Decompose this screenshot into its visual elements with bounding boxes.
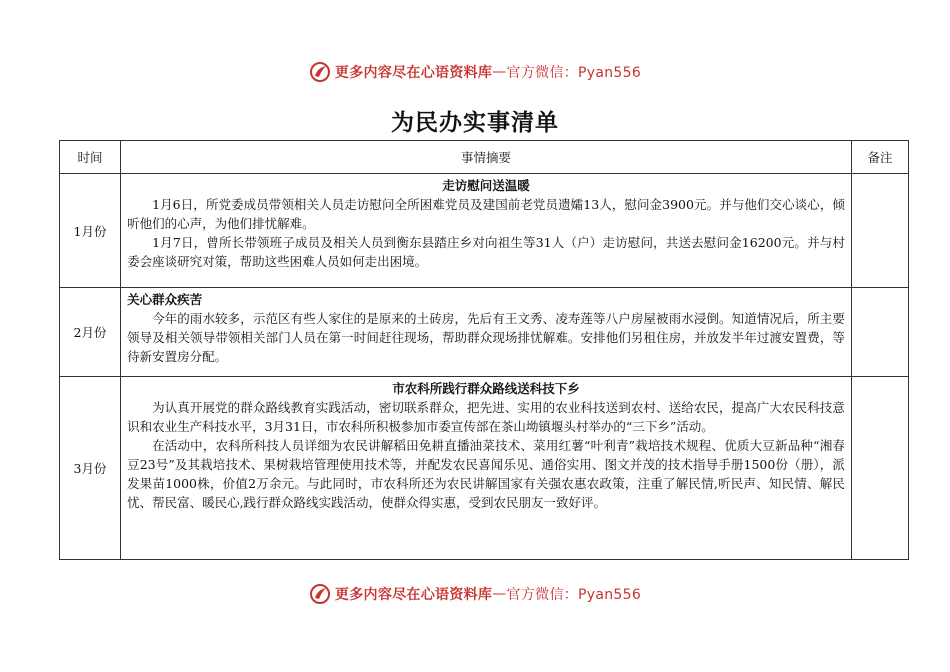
- row-note: [851, 174, 908, 288]
- row-month: 1月份: [60, 174, 121, 288]
- row-summary: [121, 174, 852, 288]
- table-header-row: [60, 141, 909, 174]
- banner-text: 更多内容尽在心语资料库: [334, 587, 493, 603]
- brand-logo-icon: [309, 61, 331, 83]
- banner-wechat: 官方微信：Pyan556: [506, 587, 642, 603]
- banner-separator: —: [492, 64, 507, 80]
- header-summary: 事情摘要: [121, 141, 852, 174]
- item-paragraph: 今年的雨水较多，示范区有些人家住的是原来的土砖房，先后有王文秀、凌寿莲等八户房屋被雨水浸倒。知道情况后，所主要领导及相关领导带领相关部门人员在第一时间赶往现场，帮助群众现场排忧解难。安排他们另租住房，并放发半年过渡安置费，等待新安置房分配。: [127, 311, 845, 364]
- item-paragraph: 为认真开展党的群众路线教育实践活动，密切联系群众，把先进、实用的农业科技送到农村、送给农民，提高广大农民科技意识和农业生产科技水平，3月31日，市农科所积极参加市委宣传部在茶山坳镇堰头村举办的“三下乡”活动。: [127, 400, 845, 434]
- brand-logo-icon: [309, 583, 331, 605]
- row-summary: [121, 377, 852, 560]
- row-note: [851, 288, 908, 377]
- task-list-table: [59, 140, 909, 560]
- row-month: 2月份: [60, 288, 121, 377]
- header-time: 时间: [60, 141, 121, 174]
- table-row: [60, 377, 909, 560]
- item-title: 关心群众疾苦: [127, 292, 203, 307]
- footer-watermark-banner: [0, 582, 950, 606]
- item-title: 市农科所践行群众路线送科技下乡: [392, 381, 580, 396]
- row-summary: [121, 288, 852, 377]
- item-paragraph: 在活动中，农科所科技人员详细为农民讲解稻田免耕直播油菜技术、菜用红薯“叶利青”栽培技术规程、优质大豆新品种“湘春豆23号”及其栽培技术、果树栽培管理使用技术等，并配发农民喜闻乐见、通俗实用、图文并茂的技术指导手册1500份（册），派发果苗1000株，价值2万余元。与此同时，市农科所还为农民讲解国家有关强农惠农政策，注重了解民情,听民声、知民情、解民忧、帮民富、暖民心,践行群众路线实践活动，使群众得实惠，受到农民朋友一致好评。: [127, 438, 845, 510]
- item-paragraph: 1月7日，曾所长带领班子成员及相关人员到衡东县踏庄乡对向祖生等31人（户）走访慰问，共送去慰问金16200元。并与村委会座谈研究对策，帮助这些困难人员如何走出困境。: [127, 235, 845, 269]
- table-row: [60, 174, 909, 288]
- banner-separator: —: [492, 586, 507, 602]
- item-paragraph: 1月6日，所党委成员带领相关人员走访慰问全所困难党员及建国前老党员遗孀13人，慰问金3900元。并与他们交心谈心，倾听他们的心声，为他们排忧解难。: [127, 197, 845, 231]
- header-note: 备注: [851, 141, 908, 174]
- table-row: [60, 288, 909, 377]
- banner-text: 更多内容尽在心语资料库: [334, 65, 493, 81]
- document-title: 为民办实事清单: [391, 110, 559, 136]
- header-watermark-banner: [0, 60, 950, 84]
- item-title: 走访慰问送温暖: [442, 178, 530, 193]
- row-month: 3月份: [60, 377, 121, 560]
- banner-wechat: 官方微信：Pyan556: [506, 65, 642, 81]
- row-note: [851, 377, 908, 560]
